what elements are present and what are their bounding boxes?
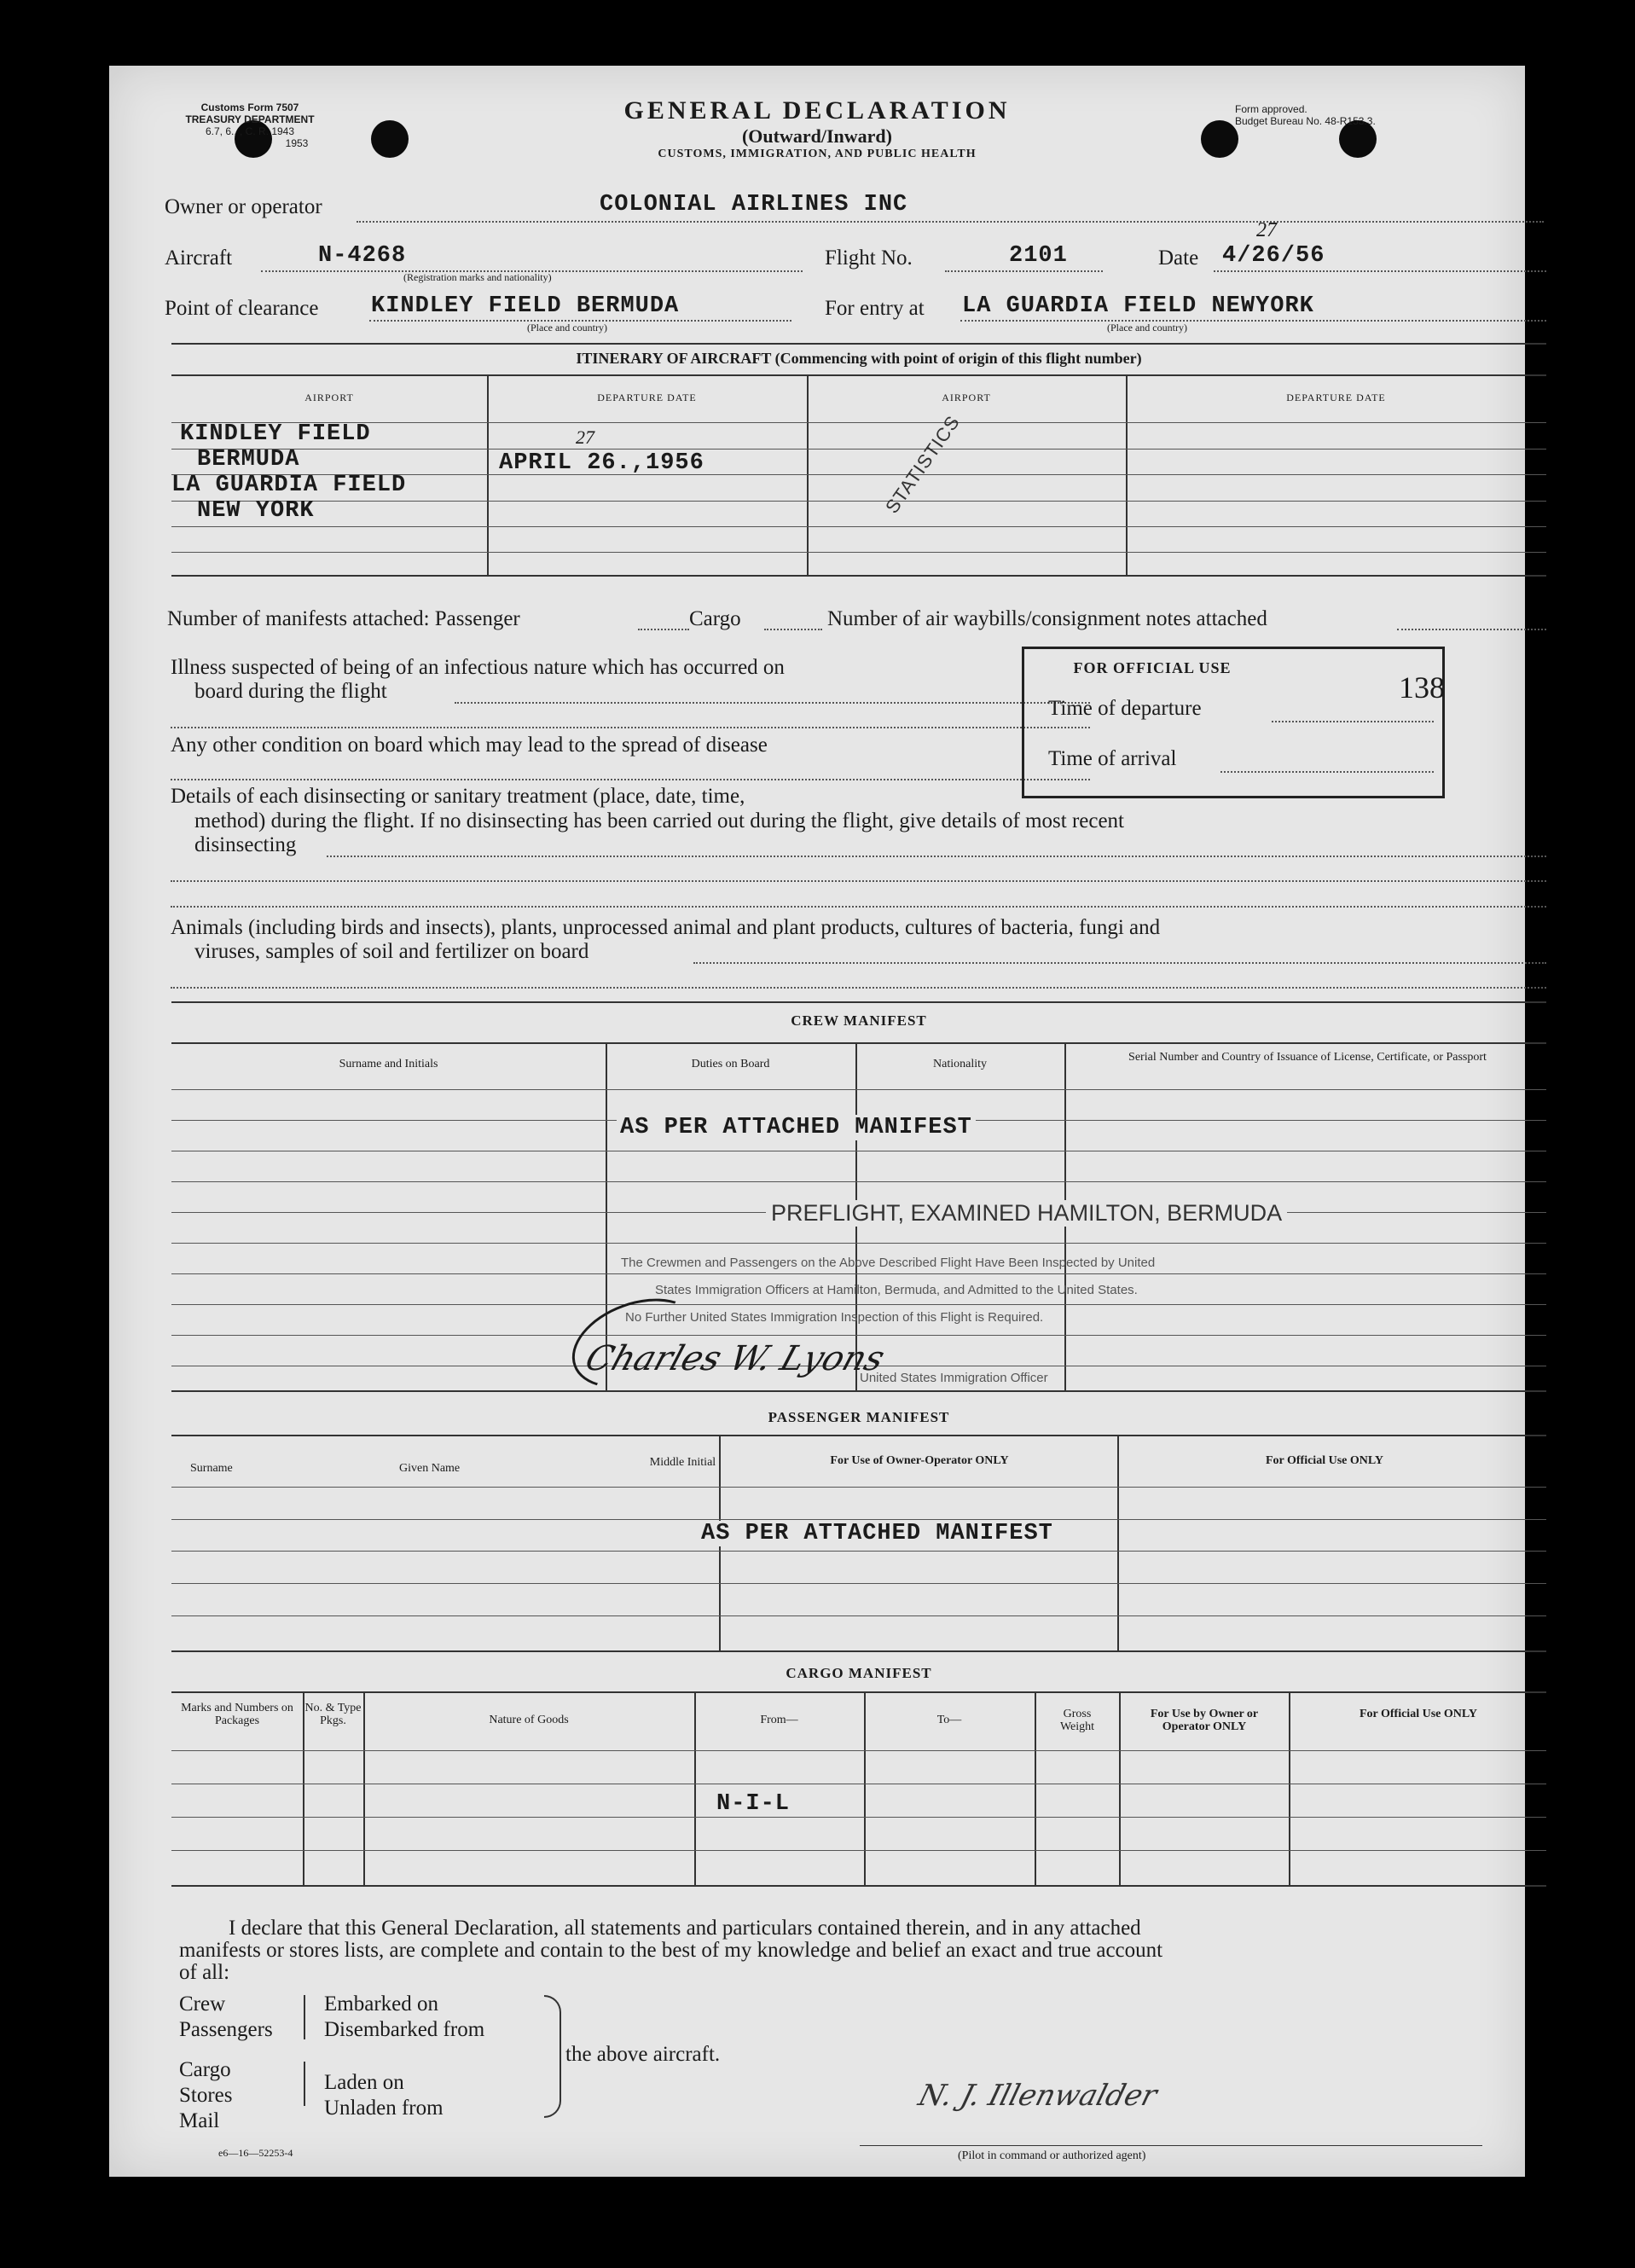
cargo-col-marks: Marks and Numbers on Packages xyxy=(181,1702,293,1727)
crew-col-surname: Surname and Initials xyxy=(339,1058,438,1070)
declaration-group-a-col1 xyxy=(179,1992,273,2043)
pilot-signature: N. J. Illenwalder xyxy=(914,2079,1161,2113)
aircraft-label: Aircraft xyxy=(165,247,233,270)
crew-col-nationality: Nationality xyxy=(933,1058,987,1070)
itin-departure-value: APRIL 26.,1956 xyxy=(499,450,704,476)
owner-label: Owner or operator xyxy=(165,195,322,218)
itin-airport-line: KINDLEY FIELD xyxy=(180,421,371,447)
manifests-passenger-label: Number of manifests attached: Passenger xyxy=(167,607,520,630)
form-approved: Form approved. xyxy=(1235,103,1307,115)
clearance-label: Point of clearance xyxy=(165,297,319,320)
declaration-group-a-col2 xyxy=(324,1992,484,2043)
embarked-option: Embarked on xyxy=(324,1992,438,2016)
itinerary-heading: ITINERARY OF AIRCRAFT (Commencing with point of origin of this flight number) xyxy=(576,350,1142,367)
crew-option: Crew xyxy=(179,1992,226,2016)
crew-heading: CREW MANIFEST xyxy=(791,1012,927,1029)
illness-question-1: Illness suspected of being of an infectious nature which has occurred on xyxy=(171,656,785,679)
declaration-text-1: I declare that this General Declaration, all statements and particulars contained therein, and in any attached xyxy=(229,1917,1141,1940)
itinerary-airports xyxy=(171,421,406,524)
passenger-col-owner: For Use of Owner-Operator ONLY xyxy=(830,1454,1009,1467)
declaration-form-page xyxy=(109,66,1525,2177)
form-subtitle-2: CUSTOMS, IMMIGRATION, AND PUBLIC HEALTH xyxy=(658,148,977,160)
declaration-text-2: manifests or stores lists, are complete and contain to the best of my knowledge and belief an exact and true account xyxy=(179,1939,1163,1962)
cfr-reference: 6.7, 6.. , C. R. 1943 xyxy=(205,125,295,137)
passenger-heading: PASSENGER MANIFEST xyxy=(768,1409,950,1425)
itin-departure-correction: 27 xyxy=(576,426,594,448)
official-use-title: FOR OFFICIAL USE xyxy=(1073,659,1232,676)
cargo-option: Cargo xyxy=(179,2058,231,2081)
laden-option: Laden on xyxy=(324,2071,404,2094)
crew-col-serial: Serial Number and Country of Issuance of License, Certificate, or Passport xyxy=(1128,1051,1487,1064)
declaration-tail: the above aircraft. xyxy=(565,2043,721,2066)
passenger-col-official: For Official Use ONLY xyxy=(1265,1454,1384,1467)
passengers-option: Passengers xyxy=(179,2018,273,2041)
cargo-entry: N-I-L xyxy=(716,1791,791,1817)
time-of-arrival-label: Time of arrival xyxy=(1048,747,1177,770)
official-use-number: 138 xyxy=(1399,670,1445,705)
cargo-col-official: For Official Use ONLY xyxy=(1359,1708,1478,1720)
official-use-box xyxy=(1022,647,1445,798)
punch-hole xyxy=(371,120,409,158)
cargo-col-packages: No. & Type Pkgs. xyxy=(304,1702,362,1727)
cargo-heading: CARGO MANIFEST xyxy=(786,1665,932,1681)
time-of-departure-label: Time of departure xyxy=(1048,697,1202,720)
disinsecting-question-2: method) during the flight. If no disinsecting has been carried out during the flight, give details of most recent xyxy=(194,809,1125,832)
declaration-text-3: of all: xyxy=(179,1961,230,1984)
waybills-label: Number of air waybills/consignment notes attached xyxy=(827,607,1267,630)
declaration-group-b-col2 xyxy=(324,2070,444,2121)
cargo-col-from: From— xyxy=(760,1714,798,1726)
pilot-signature-label: (Pilot in command or authorized agent) xyxy=(958,2149,1146,2162)
declaration-group-b-col1 xyxy=(179,2057,233,2134)
department: TREASURY DEPARTMENT xyxy=(185,113,315,125)
entry-label: For entry at xyxy=(825,297,925,320)
animals-question-2: viruses, samples of soil and fertilizer on board xyxy=(194,940,589,963)
form-subtitle: (Outward/Inward) xyxy=(741,125,892,147)
print-code: e6—16—52253-4 xyxy=(218,2147,293,2159)
immigration-officer-signature: Charles W. Lyons xyxy=(580,1339,890,1378)
disembarked-option: Disembarked from xyxy=(324,2018,485,2041)
illness-question-2: board during the flight xyxy=(194,680,387,703)
preflight-stamp-line-4: No Further United States Immigration Inspection of this Flight is Required. xyxy=(625,1310,1044,1325)
preflight-stamp-line-2: The Crewmen and Passengers on the Above Described Flight Have Been Inspected by United xyxy=(621,1256,1156,1270)
immigration-officer-label: United States Immigration Officer xyxy=(860,1371,1048,1385)
itin-airport-line: NEW YORK xyxy=(197,498,315,524)
cargo-col-weight: Gross Weight xyxy=(1059,1708,1095,1733)
animals-question-1: Animals (including birds and insects), plants, unprocessed animal and plant products, cultures of bacteria, fungi and xyxy=(171,916,1161,939)
approval-block xyxy=(1209,103,1431,127)
date-label: Date xyxy=(1158,247,1199,270)
form-header xyxy=(476,96,1158,161)
manifests-cargo-label: Cargo xyxy=(689,607,741,630)
form-id-block xyxy=(156,102,344,149)
date-value: 4/26/56 xyxy=(1222,243,1325,269)
other-condition-question: Any other condition on board which may lead to the spread of disease xyxy=(171,734,768,757)
cargo-col-to: To— xyxy=(936,1714,962,1726)
passenger-entry: AS PER ATTACHED MANIFEST xyxy=(698,1521,1057,1546)
disinsecting-question-3: disinsecting xyxy=(194,833,297,856)
aircraft-note: (Registration marks and nationality) xyxy=(403,271,552,283)
unladen-option: Unladen from xyxy=(324,2097,444,2120)
form-title: GENERAL DECLARATION xyxy=(623,96,1011,125)
flight-label: Flight No. xyxy=(825,247,913,270)
passenger-col-surname: Surname xyxy=(190,1462,233,1475)
form-number: Customs Form 7507 xyxy=(200,102,299,113)
entry-note: (Place and country) xyxy=(1107,322,1187,334)
passenger-col-middle-initial: Middle Initial xyxy=(649,1456,716,1469)
cargo-col-nature: Nature of Goods xyxy=(489,1714,569,1726)
declaration-brace xyxy=(544,1995,561,2118)
date-correction: 27 xyxy=(1256,219,1277,241)
entry-value: LA GUARDIA FIELD NEWYORK xyxy=(962,293,1314,319)
disinsecting-question-1: Details of each disinsecting or sanitary treatment (place, date, time, xyxy=(171,785,745,808)
passenger-col-given-name: Given Name xyxy=(399,1462,461,1475)
signature-flourish xyxy=(559,1282,712,1405)
revision-date: 1953 xyxy=(285,137,309,149)
itin-airport-line: LA GUARDIA FIELD xyxy=(171,473,407,498)
clearance-value: KINDLEY FIELD BERMUDA xyxy=(371,293,680,319)
crew-entry: AS PER ATTACHED MANIFEST xyxy=(617,1115,976,1140)
clearance-note: (Place and country) xyxy=(527,322,607,334)
crew-col-duties: Duties on Board xyxy=(691,1058,770,1070)
itin-col-departure-2: DEPARTURE DATE xyxy=(1286,392,1386,403)
budget-bureau: Budget Bureau No. 48-R153.3. xyxy=(1235,115,1376,127)
preflight-stamp-line-3: States Immigration Officers at Hamilton, Bermuda, and Admitted to the United States. xyxy=(655,1283,1138,1297)
statistics-stamp: STATISTICS xyxy=(881,411,965,518)
itin-col-departure-1: DEPARTURE DATE xyxy=(597,392,697,403)
itin-airport-line: BERMUDA xyxy=(197,447,300,473)
aircraft-value: N-4268 xyxy=(318,243,407,269)
itin-col-airport-1: AIRPORT xyxy=(304,392,354,403)
mail-option: Mail xyxy=(179,2109,220,2132)
owner-value: COLONIAL AIRLINES INC xyxy=(600,192,908,218)
stores-option: Stores xyxy=(179,2084,233,2107)
flight-value: 2101 xyxy=(1009,243,1068,269)
preflight-stamp-title: PREFLIGHT, EXAMINED HAMILTON, BERMUDA xyxy=(766,1200,1287,1227)
itin-col-airport-2: AIRPORT xyxy=(942,392,991,403)
cargo-col-owner: For Use by Owner or Operator ONLY xyxy=(1150,1708,1259,1733)
